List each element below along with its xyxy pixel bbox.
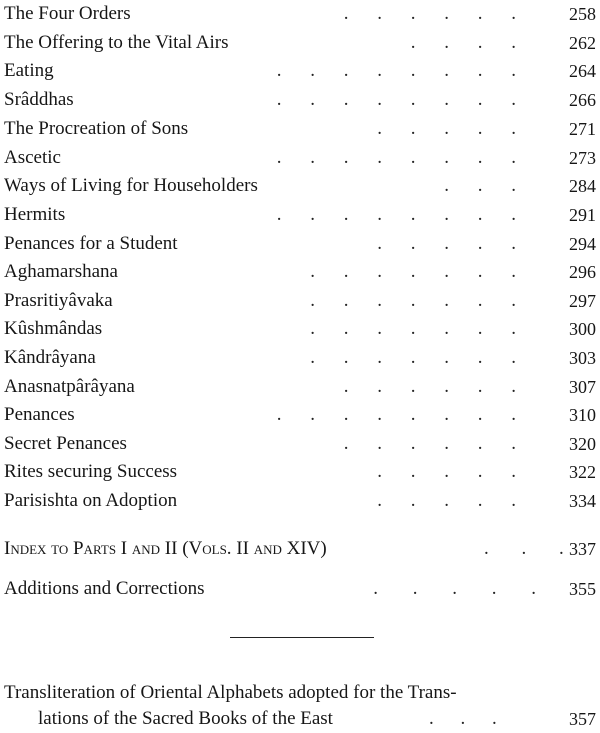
page-number: 297 xyxy=(569,291,596,311)
entry-title: Ascetic xyxy=(4,147,61,168)
toc-entry xyxy=(4,117,596,141)
entry-title: Anasnatpârâyana xyxy=(4,376,135,397)
dot-leader: . . . . . xyxy=(373,578,536,599)
dot-leader: . . . . . . xyxy=(343,3,516,24)
entry-title-line2-row xyxy=(4,706,596,732)
entry-title: Additions and Corrections xyxy=(4,578,205,599)
entry-title-line1: Transliteration of Oriental Alphabets adopted for the Trans- xyxy=(4,682,457,703)
toc-entry xyxy=(4,460,596,484)
toc-entry-index xyxy=(4,537,596,561)
dot-leader: . . . . . xyxy=(377,118,516,139)
entry-title: Prasritiyâvaka xyxy=(4,290,113,311)
dot-leader: . . . . . . xyxy=(343,376,516,397)
page-number: 271 xyxy=(569,119,596,139)
entry-title: The Offering to the Vital Airs xyxy=(4,32,229,53)
entry-title-line2: lations of the Sacred Books of the East xyxy=(38,708,333,729)
entry-title: Rites securing Success xyxy=(4,461,178,482)
dot-leader: . . . . . . . . xyxy=(276,147,516,168)
dot-leader: . . . . . . xyxy=(343,433,516,454)
dot-leader: . . . . . xyxy=(377,490,516,511)
dot-leader: . . . . xyxy=(410,32,516,53)
page-number: 258 xyxy=(569,4,596,24)
page-number: 310 xyxy=(569,405,596,425)
toc-entry xyxy=(4,174,596,198)
entry-title: Hermits xyxy=(4,204,66,225)
page-number: 357 xyxy=(569,709,596,729)
page-number: 264 xyxy=(569,61,596,81)
entry-title: Index to Parts I and II (Vols. II and XIV) xyxy=(4,538,327,559)
toc-entry xyxy=(4,146,596,170)
entry-title: Kândrâyana xyxy=(4,347,96,368)
entry-title: The Four Orders xyxy=(4,3,131,24)
entry-title: Secret Penances xyxy=(4,433,127,454)
page-number: 266 xyxy=(569,90,596,110)
toc-entry xyxy=(4,489,596,513)
toc-entry xyxy=(4,289,596,313)
dot-leader: . . . . . . . xyxy=(310,261,516,282)
toc-entry xyxy=(4,59,596,83)
toc-entry xyxy=(4,260,596,284)
toc-entry xyxy=(4,203,596,227)
page-number: 320 xyxy=(569,434,596,454)
entry-title: Penances for a Student xyxy=(4,233,178,254)
page-number: 262 xyxy=(569,33,596,53)
dot-leader: . . . xyxy=(484,538,564,559)
page-number: 273 xyxy=(569,148,596,168)
page-number: 294 xyxy=(569,234,596,254)
page-number: 322 xyxy=(569,462,596,482)
toc-entry-additions xyxy=(4,577,596,601)
page-number: 300 xyxy=(569,319,596,339)
page-number: 334 xyxy=(569,491,596,511)
dot-leader: . . . . . . . xyxy=(310,347,516,368)
page-number: 291 xyxy=(569,205,596,225)
dot-leader: . . . . . . . . xyxy=(276,404,516,425)
dot-leader: . . . . . . . xyxy=(310,290,516,311)
toc-entry xyxy=(4,346,596,370)
page-number: 284 xyxy=(569,176,596,196)
page-number: 337 xyxy=(569,539,596,559)
entry-title: Parisishta on Adoption xyxy=(4,490,178,511)
toc-entry-transliteration xyxy=(4,680,596,732)
entry-title-text: Srâddhas xyxy=(4,89,74,110)
toc-entry xyxy=(4,375,596,399)
entry-title: Kûshmândas xyxy=(4,318,103,339)
dot-leader: . . . . . . . . xyxy=(276,60,516,81)
toc-entry xyxy=(4,88,596,112)
page-number: 303 xyxy=(569,348,596,368)
entry-title: Aghamarshana xyxy=(4,261,118,282)
dot-leader: . . . . . xyxy=(377,233,516,254)
toc-entry xyxy=(4,31,596,55)
page-number: 355 xyxy=(569,579,596,599)
toc-entry xyxy=(4,232,596,256)
page-number: 296 xyxy=(569,262,596,282)
dot-leader: . . . . . . . . xyxy=(276,204,516,225)
page-number: 307 xyxy=(569,377,596,397)
dot-leader: . . . xyxy=(444,175,516,196)
entry-title: Eating xyxy=(4,60,54,81)
entry-title: Penances xyxy=(4,404,75,425)
toc-entry xyxy=(4,317,596,341)
dot-leader: . . . . . xyxy=(377,461,516,482)
section-divider xyxy=(230,637,374,638)
dot-leader: . . . . . . . . xyxy=(276,89,516,110)
dot-leader: . . . . . . . xyxy=(310,318,516,339)
entry-title: The Procreation of Sons xyxy=(4,118,189,139)
entry-title xyxy=(4,88,74,112)
dot-leader: . . . xyxy=(429,708,497,729)
entry-title: Ways of Living for Householders xyxy=(4,175,258,196)
toc-entry xyxy=(4,2,596,26)
toc-entry xyxy=(4,403,596,427)
toc-entry xyxy=(4,432,596,456)
